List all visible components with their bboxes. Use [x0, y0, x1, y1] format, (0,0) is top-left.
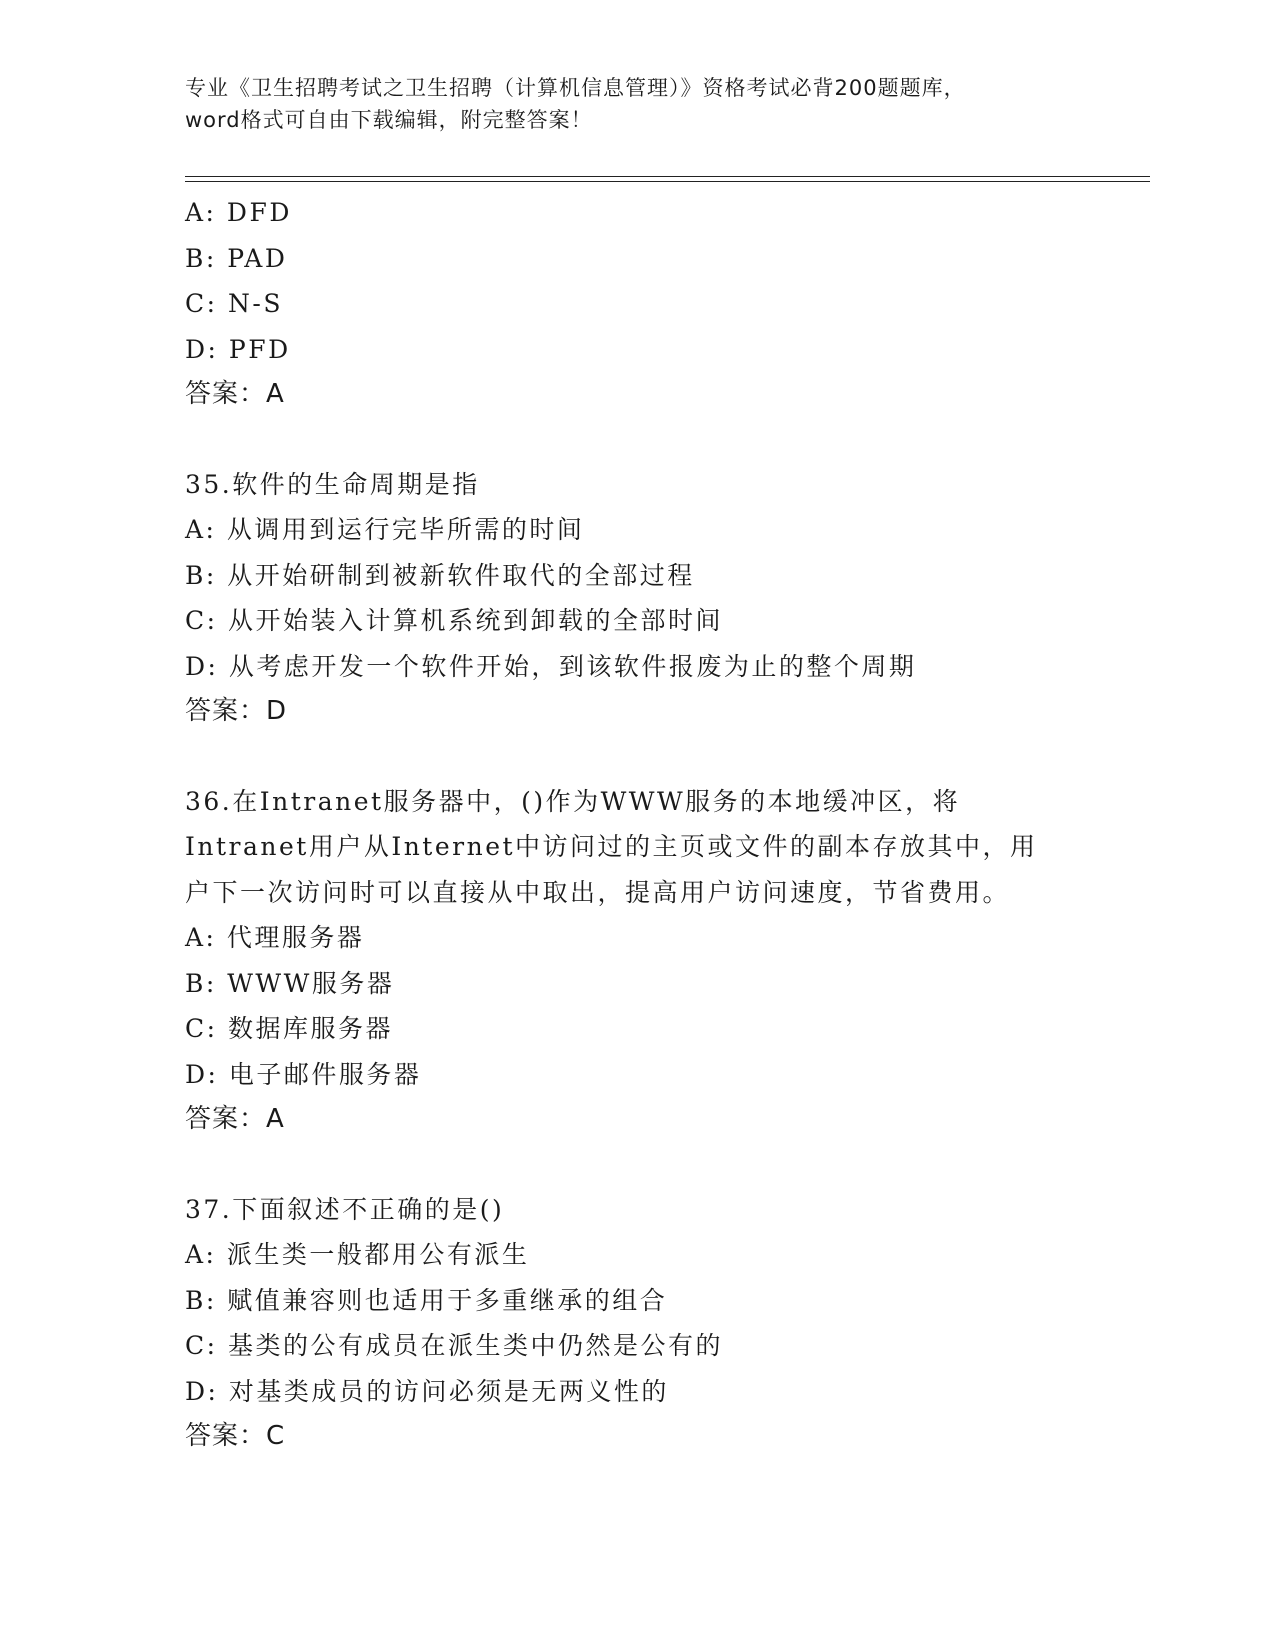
option-a: A: DFD: [185, 198, 292, 227]
spacer: [185, 735, 1145, 779]
answer-line: 答案：A: [185, 379, 285, 409]
option-c: C: 数据库服务器: [185, 1014, 393, 1043]
question-block-34: [185, 190, 1145, 418]
option-c: C: N-S: [185, 289, 283, 318]
question-stem-line-2: Intranet用户从Internet中访问过的主页或文件的副本存放其中，用: [185, 832, 1038, 861]
option-d: D: PFD: [185, 334, 291, 364]
answer-line: 答案：D: [185, 696, 288, 726]
question-block-37: [185, 1187, 1145, 1460]
option-a: A: 代理服务器: [185, 923, 365, 952]
option-b: B: PAD: [185, 243, 288, 273]
header-divider-top: [185, 176, 1150, 177]
option-d: D: 电子邮件服务器: [185, 1059, 422, 1089]
question-stem-line-3: 户下一次访问时可以直接从中取出，提高用户访问速度，节省费用。: [185, 877, 1011, 907]
option-d: D: 对基类成员的访问必须是无两义性的: [185, 1376, 669, 1406]
question-stem-line-1: 36.在Intranet服务器中，()作为WWW服务的本地缓冲区，将: [185, 786, 961, 816]
spacer: [185, 418, 1145, 462]
answer-line: 答案：C: [185, 1421, 286, 1451]
option-a: A: 从调用到运行完毕所需的时间: [185, 515, 585, 544]
question-list: [185, 190, 1145, 1460]
option-d: D: 从考虑开发一个软件开始，到该软件报废为止的整个周期: [185, 651, 917, 681]
answer-line: 答案：A: [185, 1104, 285, 1134]
option-b: B: 从开始研制到被新软件取代的全部过程: [185, 560, 695, 590]
question-stem: 37.下面叙述不正确的是(): [185, 1194, 505, 1224]
option-b: B: 赋值兼容则也适用于多重继承的组合: [185, 1285, 668, 1315]
question-block-36: [185, 779, 1145, 1143]
spacer: [185, 1143, 1145, 1187]
option-a: A: 派生类一般都用公有派生: [185, 1240, 530, 1269]
question-block-35: [185, 462, 1145, 735]
header-divider-bottom: [185, 181, 1150, 182]
header-line-1: 专业《卫生招聘考试之卫生招聘（计算机信息管理）》资格考试必背200题题库，: [185, 76, 966, 100]
option-b: B: WWW服务器: [185, 968, 395, 998]
option-c: C: 从开始装入计算机系统到卸载的全部时间: [185, 606, 723, 635]
option-c: C: 基类的公有成员在派生类中仍然是公有的: [185, 1331, 723, 1360]
question-stem: 35.软件的生命周期是指: [185, 469, 480, 499]
document-header: [185, 72, 1085, 136]
header-line-2: word格式可自由下载编辑，附完整答案！: [185, 108, 593, 132]
